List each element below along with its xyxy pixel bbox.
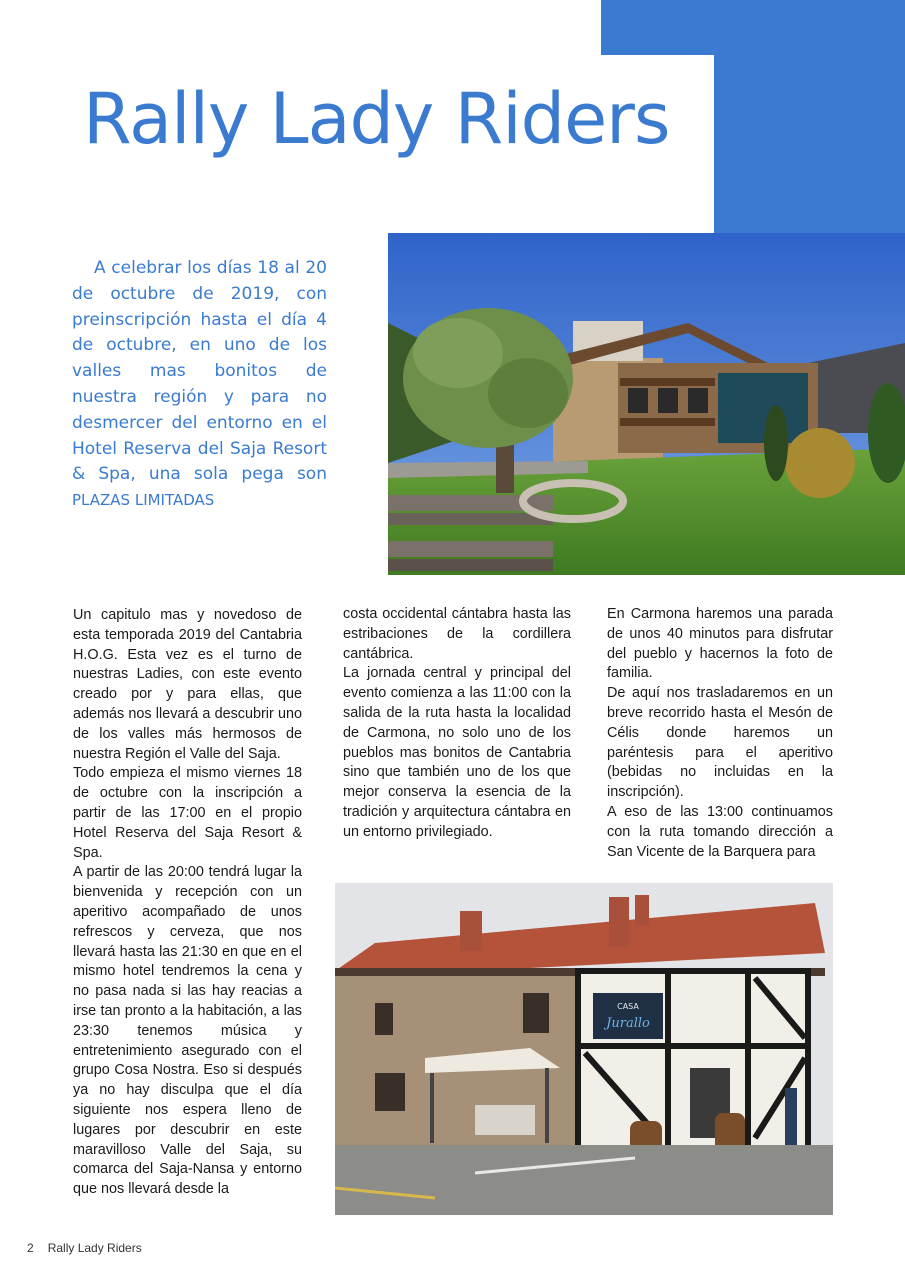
intro-body: A celebrar los días 18 al 20 de octubre de 2019, con preinscripción hasta el día 4 de octubre, en uno de los valles mas bonitos de nuestra región y para no desmercer del entorno en el Hotel Reserva del Saja Resort & Spa, una sola pega son (72, 258, 327, 485)
page-number: 2 (27, 1241, 34, 1255)
accent-block-side (714, 55, 905, 233)
paragraph: A eso de las 13:00 continuamos con la ruta tomando dirección a San Vicente de la Barquera para (607, 803, 833, 860)
casa-sign-line1: CASA (617, 1002, 639, 1011)
page-title: Rally Lady Riders (83, 78, 670, 160)
article-column-3 (607, 605, 833, 862)
paragraph: La jornada central y principal del evento comienza a las 11:00 con la salida de la ruta hasta la localidad de Carmona, no solo uno de los pueblos mas bonitos de Cantabria sino que también uno de los que mejor conserva la esencia de la tradición y arquitectura cántabra en un entorno privilegiado. (343, 665, 571, 840)
running-title: Rally Lady Riders (47, 1241, 142, 1255)
paragraph: A partir de las 20:00 tendrá lugar la bienvenida y recepción con un aperitivo acompañado de unos refrescos y cerveza, que nos llevará hasta las 21:30 en que en el mismo hotel tendremos la cena y no pasa nada si las hay reacias a irse tan pronto a la habitación, a las 23:30 tenemos música y entretenimiento asegurado con el grupo Cosa Nostra. Eso si después ya no hay disculpa que el día siguiente nos espera lleno de lugares por descubrir en este maravilloso Valle del Saja, su comarca del Saja-Nansa y entorno que nos llevará desde la (73, 864, 302, 1198)
paragraph: costa occidental cántabra hasta las estribaciones de la cordillera cantábrica. (343, 606, 571, 662)
paragraph: Un capitulo mas y novedoso de esta temporada 2019 del Cantabria H.O.G. Esta vez es el turno de nuestras Ladies, con este evento creado por y para ellas, que además nos llevará a descubrir uno de los valles más hermosos de nuestra Región el Valle del Saja. (73, 607, 302, 762)
article-column-1 (73, 606, 302, 1200)
accent-block-top (601, 0, 905, 55)
intro-text (72, 256, 327, 514)
paragraph: Todo empieza el mismo viernes 18 de octubre con la inscripción a partir de las 17:00 en el propio Hotel Reserva del Saja Resort & Spa. (73, 765, 302, 861)
intro-emphasis: PLAZAS LIMITADAS (72, 491, 215, 510)
intro-paragraph (72, 256, 327, 514)
paragraph: De aquí nos trasladaremos en un breve recorrido hasta el Mesón de Célis donde haremos un paréntesis para el aperitivo (bebidas no incluidas en la inscripción). (607, 685, 833, 801)
page-footer (27, 1241, 142, 1255)
casa-sign-line2: Jurallo (606, 1016, 650, 1031)
casa-jurallo-photo (335, 883, 833, 1215)
paragraph: En Carmona haremos una parada de unos 40 minutos para disfrutar del pueblo y hacernos la foto de familia. (607, 606, 833, 682)
hotel-photo (388, 233, 905, 575)
article-column-2 (343, 605, 571, 843)
